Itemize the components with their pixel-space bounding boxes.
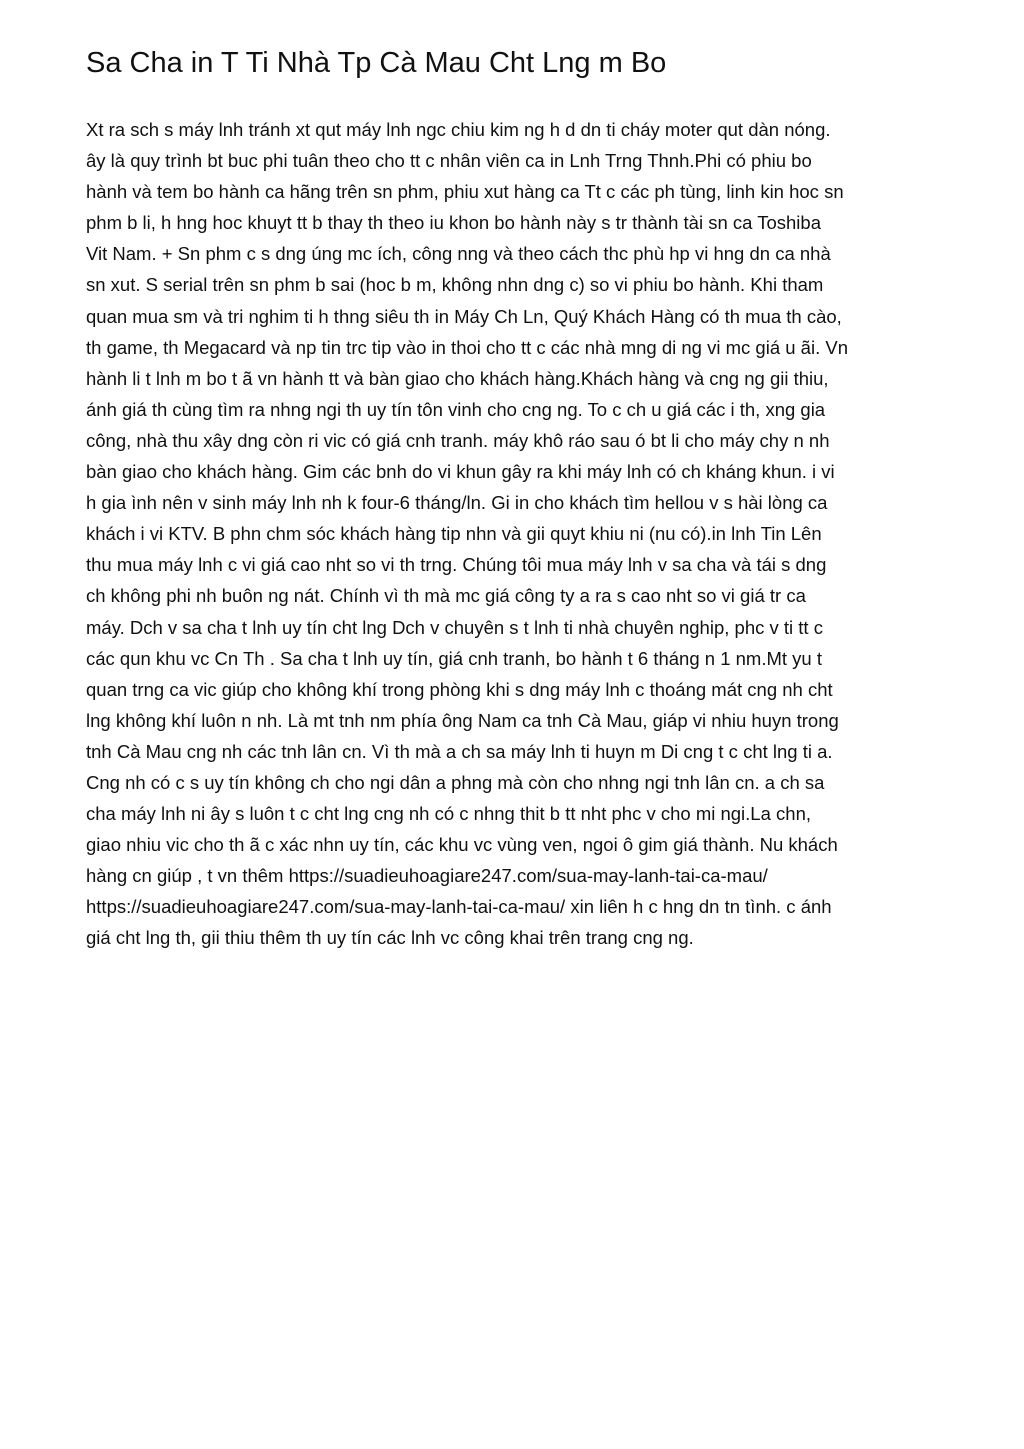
body-line: bàn giao cho khách hàng. Gim các bnh do vi khun gây ra khi máy lnh có ch kháng khun. i vi — [86, 461, 835, 483]
body-line: máy. Dch v sa cha t lnh uy tín cht lng Dch v chuyên s t lnh ti nhà chuyên nghip, phc v ti tt c — [86, 616, 823, 638]
body-line: sn xut. S serial trên sn phm b sai (hoc b m, không nhn dng c) so vi phiu bo hành. Khi tham — [86, 274, 824, 296]
body-line: Vit Nam. + Sn phm c s dng úng mc ích, công nng và theo cách thc phù hp vi hng dn ca nhà — [86, 243, 831, 265]
body-line: Xt ra sch s máy lnh tránh xt qut máy lnh ngc chiu kim ng h d dn ti cháy moter qut dàn nóng. — [86, 119, 831, 140]
body-line: lng không khí luôn n nh. Là mt tnh nm phía ông Nam ca tnh Cà Mau, giáp vi nhiu huyn trong — [86, 709, 839, 731]
body-line: ánh giá th cùng tìm ra nhng ngi th uy tín tôn vinh cho cng ng. To c ch u giá các i th, xng gia — [86, 398, 826, 420]
body-line: giá cht lng th, gii thiu thêm th uy tín các lnh vc công khai trên trang cng ng. — [86, 927, 694, 949]
body-line: giao nhiu vic cho th ã c xác nhn uy tín, các khu vc vùng ven, ngoi ô gim giá thành. Nu khách — [86, 834, 838, 856]
body-line: hành li t lnh m bo t ã vn hành tt và bàn giao cho khách hàng.Khách hàng và cng ng gii thiu, — [86, 367, 829, 389]
body-line: công, nhà thu xây dng còn ri vic có giá cnh tranh. máy khô ráo sau ó bt li cho máy chy n nh — [86, 429, 830, 451]
body-line: Cng nh có c s uy tín không ch cho ngi dân a phng mà còn cho nhng ngi tnh lân cn. a ch sa — [86, 771, 825, 793]
body-line: th game, th Megacard và np tin trc tip vào in thoi cho tt c các nhà mng di ng vi mc giá u ãi. Vn — [86, 336, 848, 358]
body-line: quan mua sm và tri nghim ti h thng siêu th in Máy Ch Ln, Quý Khách Hàng có th mua th cào, — [86, 305, 842, 327]
body-line: thu mua máy lnh c vi giá cao nht so vi th trng. Chúng tôi mua máy lnh v sa cha và tái s dng — [86, 554, 827, 576]
body-line: tnh Cà Mau cng nh các tnh lân cn. Vì th mà a ch sa máy lnh ti huyn m Di cng t c cht lng ti a. — [86, 740, 833, 762]
body-line: hàng cn giúp , t vn thêm https://suadieuhoagiare247.com/sua-may-lanh-tai-ca-mau/ — [86, 865, 768, 887]
body-line: khách i vi KTV. B phn chm sóc khách hàng tip nhn và gii quyt khiu ni (nu có).in lnh Tin Lên — [86, 523, 822, 545]
document-title: Sa Cha in T Ti Nhà Tp Cà Mau Cht Lng m Bo — [86, 47, 667, 79]
body-line: quan trng ca vic giúp cho không khí trong phòng khi s dng máy lnh c thoáng mát cng nh cht — [86, 678, 833, 700]
body-line: ch không phi nh buôn ng nát. Chính vì th mà mc giá công ty a ra s cao nht so vi giá tr ca — [86, 585, 806, 607]
body-line: https://suadieuhoagiare247.com/sua-may-lanh-tai-ca-mau/ xin liên h c hng dn tn tình. c ánh — [86, 896, 832, 918]
body-line: cha máy lnh ni ây s luôn t c cht lng cng nh có c nhng thit b tt nht phc v cho mi ngi.La chn, — [86, 803, 811, 825]
body-line: h gia ình nên v sinh máy lnh nh k four-6 tháng/ln. Gi in cho khách tìm hellou v s hài lòng ca — [86, 492, 828, 514]
body-line: các qun khu vc Cn Th . Sa cha t lnh uy tín, giá cnh tranh, bo hành t 6 tháng n 1 nm.Mt yu t — [86, 647, 822, 669]
body-line: phm b li, h hng hoc khuyt tt b thay th theo iu khon bo hành này s tr thành tài sn ca Toshiba — [86, 212, 821, 234]
body-line: ây là quy trình bt buc phi tuân theo cho tt c nhân viên ca in Lnh Trng Thnh.Phi có phiu bo — [86, 150, 812, 172]
document-body — [86, 114, 946, 954]
body-line: hành và tem bo hành ca hãng trên sn phm, phiu xut hàng ca Tt c các ph tùng, linh kin hoc sn — [86, 181, 844, 203]
